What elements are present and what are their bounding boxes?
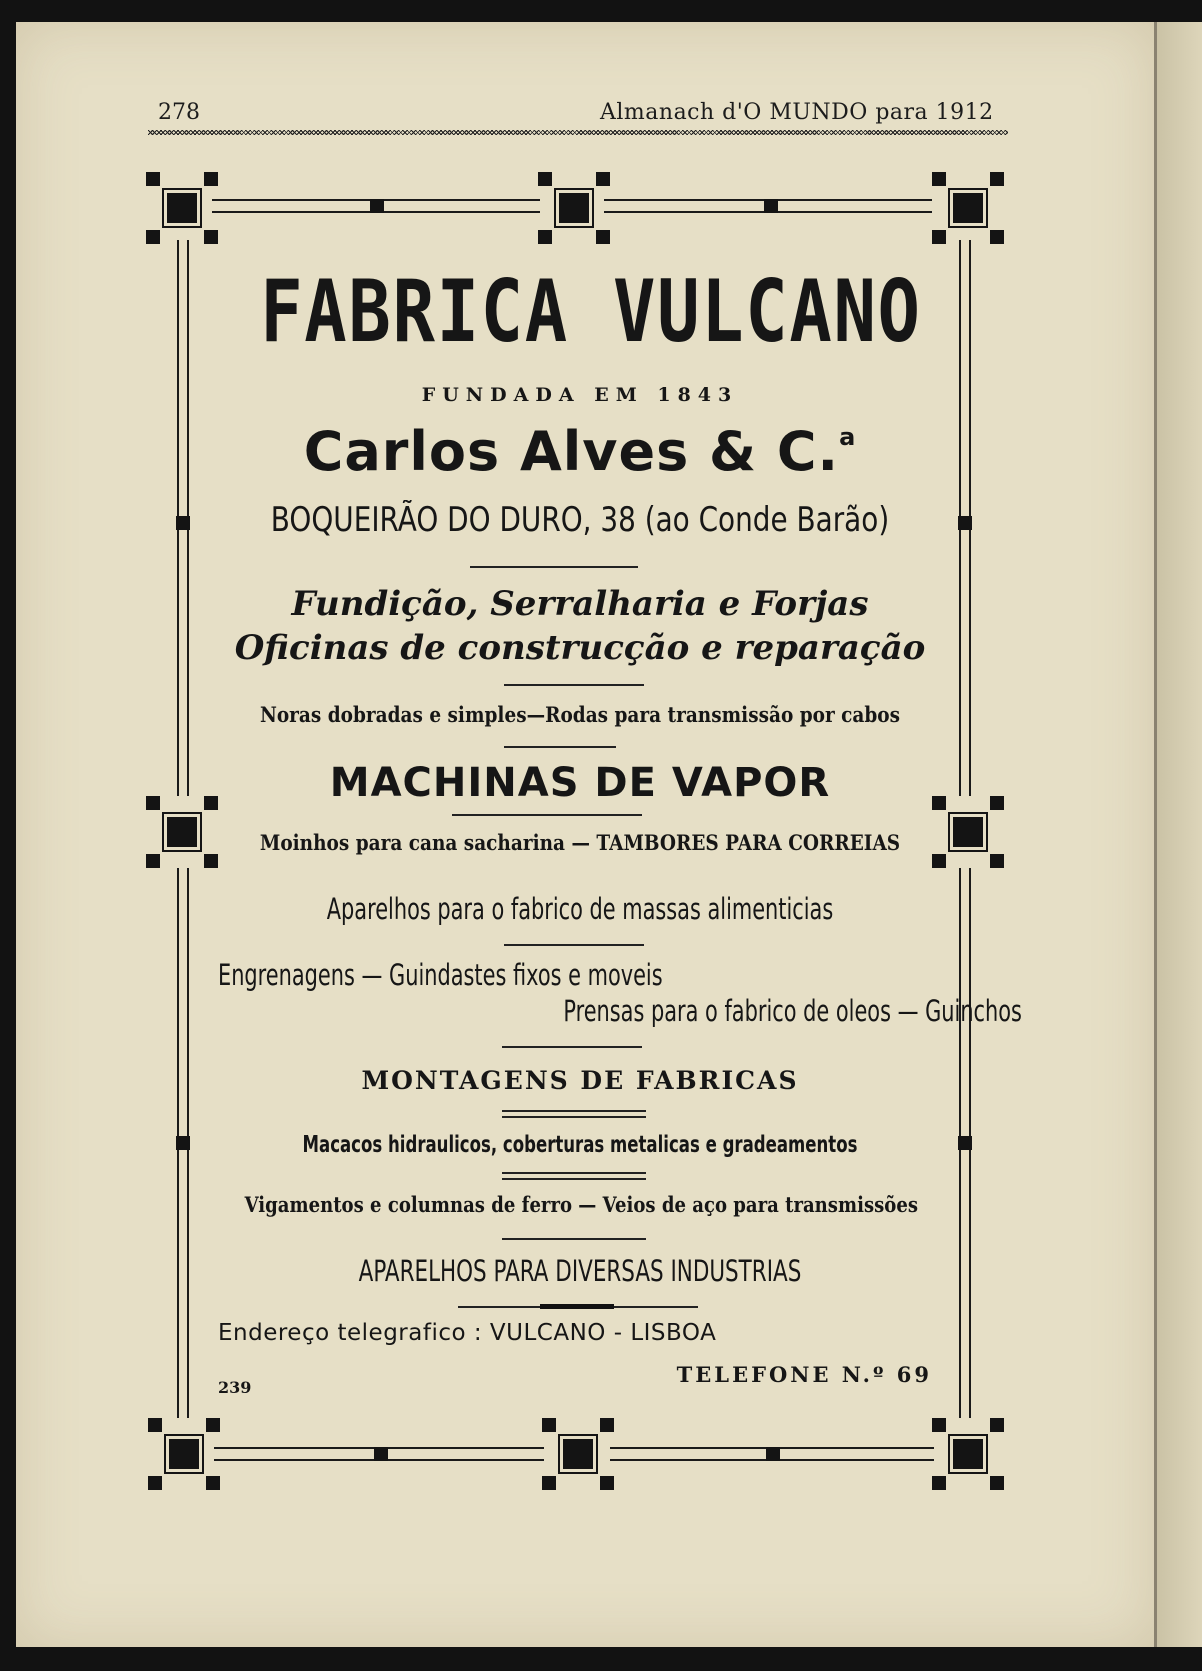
separator <box>502 1178 646 1180</box>
separator <box>504 684 644 686</box>
product-line-noras: Noras dobradas e simples—Rodas para transmissão por cabos <box>259 702 901 727</box>
separator-thick <box>540 1304 614 1309</box>
frame-ornament <box>932 1418 1004 1490</box>
separator <box>502 1116 646 1118</box>
frame-ornament <box>148 1418 220 1490</box>
product-line-engrenagens: Engrenagens — Guindastes fixos e moveis <box>218 958 663 992</box>
specialty-line-1: Fundição, Serralharia e Forjas <box>291 584 869 624</box>
specialty-line-2: Oficinas de construcção e reparação <box>234 628 926 668</box>
firm-name: Carlos Alves & C.$^a$ <box>303 420 857 483</box>
separator <box>470 566 638 568</box>
product-line-moinhos: Moinhos para cana sacharina — TAMBORES PARA CORREIAS <box>259 830 901 855</box>
product-line-aparelhos: Aparelhos para o fabrico de massas alimenticias <box>326 892 834 926</box>
telephone-number: TELEFONE N.º 69 <box>676 1362 932 1387</box>
product-line-vigamentos: Vigamentos e columnas de ferro — Veios de aço para transmissões <box>244 1192 918 1217</box>
frame-ornament <box>932 796 1004 868</box>
separator <box>504 944 644 946</box>
separator <box>502 1046 642 1048</box>
page-number: 278 <box>158 100 200 125</box>
product-line-prensas: Prensas para o fabrico de oleos — Guinchos <box>563 994 1022 1028</box>
frame-ornament <box>146 172 218 244</box>
separator <box>502 1172 646 1174</box>
product-line-montagens: MONTAGENS DE FABRICAS <box>361 1066 799 1095</box>
separator <box>502 1110 646 1112</box>
frame-ornament <box>542 1418 614 1490</box>
advert-reference-number: 239 <box>218 1378 252 1397</box>
frame-ornament <box>538 172 610 244</box>
separator <box>452 814 642 816</box>
frame-ornament <box>932 172 1004 244</box>
running-title: Almanach d'O MUNDO para 1912 <box>600 100 994 125</box>
separator <box>504 746 616 748</box>
product-line-vapor: MACHINAS DE VAPOR <box>329 760 831 806</box>
product-line-macacos: Macacos hidraulicos, coberturas metalicas e gradeamentos <box>302 1132 858 1158</box>
product-line-diversas: APARELHOS PARA DIVERSAS INDUSTRIAS <box>358 1254 802 1288</box>
separator <box>502 1238 646 1240</box>
company-name: FABRICA VULCANO <box>260 262 922 362</box>
address: BOQUEIRÃO DO DURO, 38 (ao Conde Barão) <box>270 500 890 540</box>
founded-line: FUNDADA EM 1843 <box>421 384 739 406</box>
firm-name-superscript: a <box>839 423 857 451</box>
frame-ornament <box>146 796 218 868</box>
telegraph-address: Endereço telegrafico : VULCANO - LISBOA <box>218 1320 717 1346</box>
